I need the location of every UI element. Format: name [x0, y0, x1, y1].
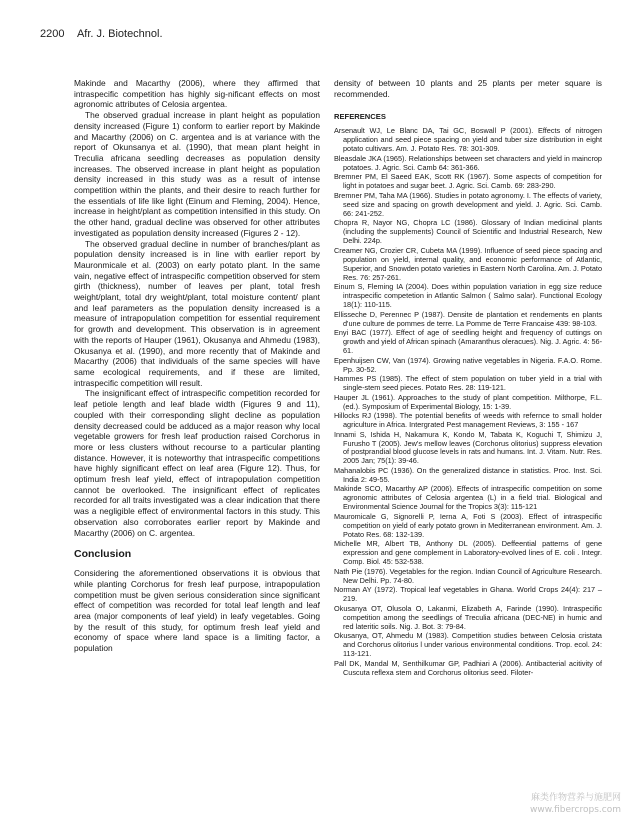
reference-entry: Einum S, Fleming IA (2004). Does within population variation in egg size reduce intraspecific competetion in Atlantic Salmon ( Salmo salar). Functional Ecology 18(1): 110-115.	[334, 282, 602, 310]
reference-entry: Hillocks RJ (1998). The potential benefits of weeds with refernce to small holder agriculture in Africa. Intergrated Pest management Reviews, 3: 155 - 167	[334, 411, 602, 430]
reference-entry: Bremner PM, Taha MA (1966). Studies in potato agronomy. I. The effects of variety, seed size and spacing on growth development and yield. J. Agric. Sci. Camb. 66: 241-252.	[334, 190, 602, 218]
reference-entry: Hauper JL (1961). Approaches to the study of plant competition. Milthorpe, F.L. (ed.). Symposium of Experimental Biology, 15: 1-39.	[334, 392, 602, 411]
reference-entry: Norman AY (1972). Tropical leaf vegetables in Ghana. World Crops 24(4): 217 – 219.	[334, 585, 602, 604]
reference-entry: Nath Pie (1976). Vegetables for the region. Indian Council of Agriculture Research. New Delhi. Pp. 74-80.	[334, 566, 602, 585]
reference-entry: Okusanya OT, Olusola O, Lakanmi, Elizabeth A, Farinde (1990). Intraspecific competition among the seedlings of Treculia africana (DEC-NE) in humic and red lateritic soils. Nig. J. Bot. 3: 79-84.	[334, 603, 602, 631]
conclusion-heading: Conclusion	[74, 548, 132, 561]
page-number: 2200	[40, 28, 65, 40]
reference-entry: Creamer NG, Crozier CR, Cubeta MA (1999). Influence of seed piece spacing and population on yield, internal quality, and economic performance of Atlantic, Superior, and Snowden potato varieties in Eastern North Carolina. Am. J. Potato Res. 76: 257-261.	[334, 245, 602, 282]
journal-name: Afr. J. Biotechnol.	[76, 28, 163, 40]
site-watermark	[530, 792, 621, 816]
reference-entry: Mauromicale G, Signorelli P, Ierna A, Foti S (2003). Effect of intraspecific competition on yield of early potato grown in Mediterranean environment. Am. J. Potato Res. 68: 132-139.	[334, 511, 602, 539]
body-paragraph-3: The observed gradual decline in number of branches/plant as population density increased is in line with earlier report by Mauronmicale et al. (2003) on early potato plant. In the same vain, negative effect of intraspecific competition observed for stem girth (thickness), number of leaves per plant, total fresh weight/plant, total dry weight/plant, total moisture content/ plant and leaf parameters as the population density increased is a measure of intrapopulation competition for essential requirement for growth and development. This observation is in agreement with the reports of Hauper (1961), Okusanya and Ahmedu (1983), Okusanya et al. (1990), and more recently that of Makinde and Macarthy (2006) that individuals of the same species will have same ecological requirements, and if these are limited, intraspecific competition will result.	[74, 238, 320, 388]
references-heading: REFERENCES	[334, 112, 386, 122]
watermark-line-2: www.fibercrops.com	[530, 805, 621, 815]
reference-entry: Arsenault WJ, Le Blanc DA, Tai GC, Boswall P (2001). Effects of nitrogen application and seed piece spacing on yield and tuber size distribution in eight potato cultivars. Am. J. Potato Res. 78: 301-309.	[334, 126, 602, 154]
conclusion-paragraph: Considering the aforementioned observations it is obvious that while planting Corchorus for fresh leaf purpose, intrapopulation competition must be given serious consideration since significant effect of competition was recorded for total leaf length and leaf area (major components of leaf yield) in leafy vegetables. Going by the result of this study, for optimum fresh leaf yield and economy of space where land space is a limiting factor, a population	[74, 568, 320, 654]
body-paragraph-1: Makinde and Macarthy (2006), where they affirmed that intraspecific competition has highly sig-nificant effects on most agronomic attributes of Celosia argentea.	[74, 78, 320, 110]
body-paragraph-4: The insignificant effect of intraspecific competition recorded for leaf petiole length and leaf blade width (Figures 9 and 11), coupled with their corresponding slight decline as population density decreased could be adduced as a major reason why local vegetable growers for fresh leaf production raised Corchorus in more or less clusters without recourse to a particular planting distance. However, it is noteworthy that intraspecific competitions have highly significant effect on leaf area (Figure 12). Thus, for optimum fresh leaf yield, effect of intrapopulation competition cannot be overlooked. The insignificant effect of replicates recorded for all traits investigated was a clear indication that there was a negligible effect of environmental factors in this study. This observation also corroborates earlier report by Makinde and Macarthy (2006) on C. argentea.	[74, 388, 320, 538]
references-list	[334, 127, 602, 677]
reference-entry: Bremner PM, El Saeed EAK, Scott RK (1967). Some aspects of competition for light in potatoes and sugar beet. J. Agric. Sci. Camb. 69: 283-290.	[334, 172, 602, 191]
reference-entry: Enyi BAC (1977). Effect of age of seedling height and frequency of cuttings on growth and yield of African spinach (Amaranthus oleracues). Nig. J. Agric. 4: 56- 61.	[334, 328, 602, 356]
reference-entry: Pall DK, Mandal M, Senthilkumar GP, Padhiari A (2006). Antibacterial acitivity of Cuscuta reflexa stem and Corchorus olitorius seed. Filoter-	[334, 658, 602, 677]
right-column	[334, 78, 602, 678]
body-paragraph-2: The observed gradual increase in plant height as population density increased (Figure 1) conform to earlier report by Makinde and Macarthy (2006) on C. argentea and is at variance with the report of Okunsanya et al. (1990), that mean plant height in Treculia africana seedling decreases as population density increases. The observed increase in plant height as population density increased in this study was as a result of intense competition within the plants, and their desire to reach further for the essentials of life like light (Einum and Fleming, 2004). Hence, increase in height/plant as competition intensified in this study. On the other hand, gradual decline was observed for other attributes investigated as population density increased (Figures 2 - 12).	[74, 110, 320, 238]
reference-entry: Mahanalobis PC (1936). On the generalized distance in statistics. Proc. Inst. Sci. India 2: 49-55.	[334, 465, 602, 484]
reference-entry: Bleasdale JKA (1965). Relationships between set characters and yield in maincrop potatoes. J. Agric. Sci. Camb 64: 361-366.	[334, 153, 602, 172]
running-header	[40, 28, 163, 40]
reference-entry: Makinde SCO, Macarthy AP (2006). Effects of intraspecific competition on some agronomic attributes of Celosia argentea (L) in a field trial. Biological and Environmental Science Journal for the Tropics 3(3): 115-121	[334, 484, 602, 512]
reference-entry: Chopra R, Nayor NG, Chopra LC (1986). Glossary of Indian medicinal plants (including the supplements) Council of Scientific and Industrial Research, New Delhi. 224p.	[334, 218, 602, 246]
watermark-line-1: 麻类作物营养与施肥网	[530, 793, 621, 803]
reference-entry: Michelle MR, Albert TB, Anthony DL (2005). Deffeential patterns of gene expression and gene complement in Laboratory-evolved lines of E. coli . Integr. Comp. Biol. 45: 532-538.	[334, 539, 602, 567]
left-column	[74, 78, 320, 654]
reference-entry: Epenhuijsen CW, Van (1974). Growing native vegetables in Nigeria. F.A.O. Rome. Pp. 30-52.	[334, 355, 602, 374]
conclusion-continuation: density of between 10 plants and 25 plants per meter square is recommended.	[334, 78, 602, 99]
reference-entry: Okusanya, OT, Ahmedu M (1983). Competition studies between Celosia cristata and Corchorus olitorius l under various environmental conditions. Trop. ecol. 24: 113-121.	[334, 631, 602, 659]
reference-entry: Innami S, Ishida H, Nakamura K, Kondo M, Tabata K, Koguchi T, Shimizu J, Furusho T (2005). Jew's mellow leaves (Corchorus olitorius) suppress elevation of postprandial blood glucose levels in rats and humans. Int. J. Vitam. Nutr. Res. 2005 Jan; 75(1): 39-46.	[334, 429, 602, 466]
reference-entry: Ellisseche D, Perennec P (1987). Densite de plantation et rendements en plants d'une culture de pommes de terre. La Pomme de Terre Francaise 439: 98-103.	[334, 309, 602, 328]
reference-entry: Hammes PS (1985). The effect of stem population on tuber yield in a trial with single-stem seed pieces. Potato Res. 28: 119-121.	[334, 374, 602, 393]
